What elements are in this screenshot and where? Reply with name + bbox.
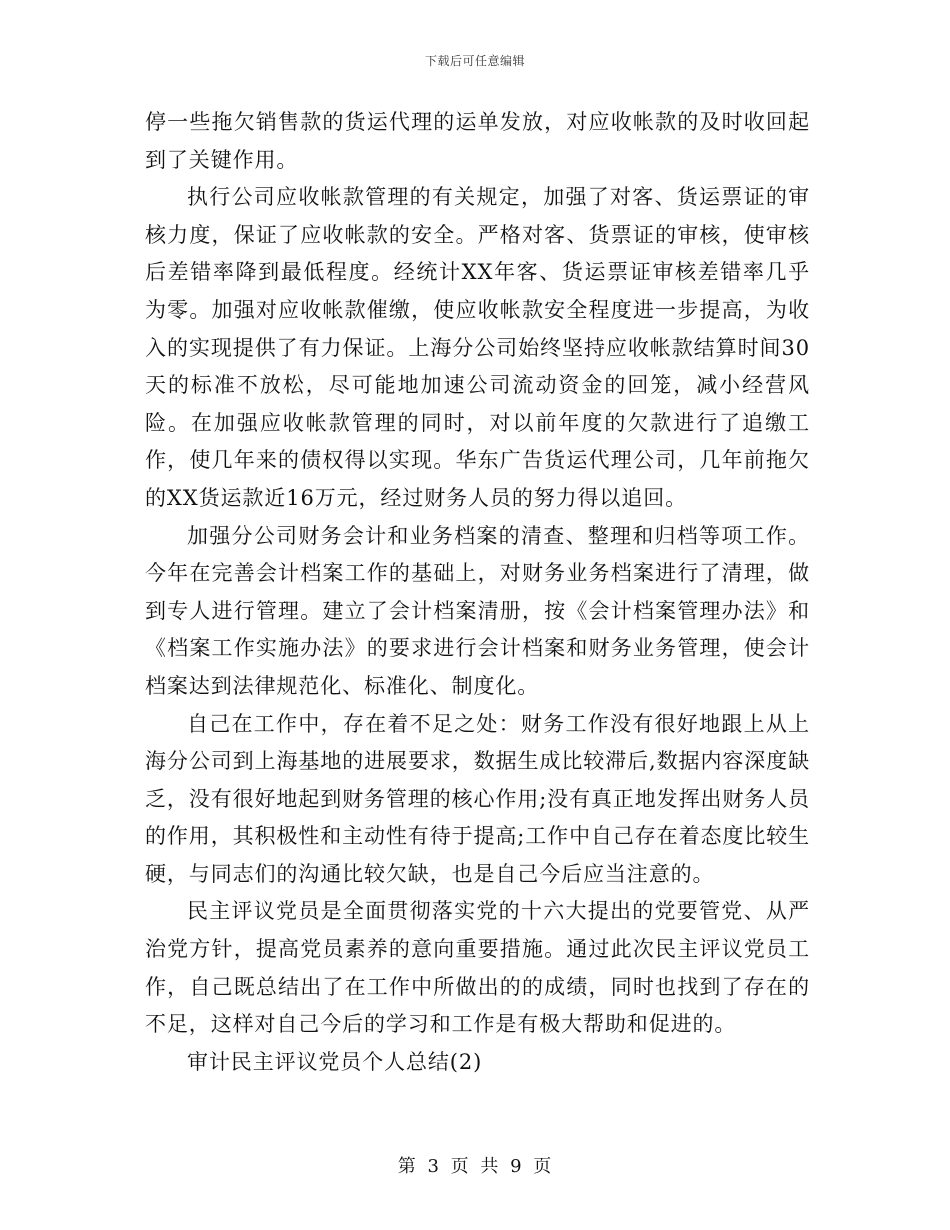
page-header: 下载后可任意编辑 bbox=[424, 54, 525, 68]
page-footer: 第 3 页 共 9 页 bbox=[397, 1156, 553, 1177]
paragraph-shortcomings: 自己在工作中，存在着不足之处：财务工作没有很好地跟上从上海分公司到上海基地的进展要求，数据生成比较滞后,数据内容深度缺乏，没有很好地起到财务管理的核心作用;没有真正地发挥出财务人员的作用，其积极性和主动性有待于提高;工作中自己存在着态度比较生硬，与同志们的沟通比较欠缺，也是自己今后应当注意的。 bbox=[145, 711, 810, 886]
paragraph-evaluation: 民主评议党员是全面贯彻落实党的十六大提出的党要管党、从严治党方针，提高党员素养的意向重要措施。通过此次民主评议党员工作，自己既总结出了在工作中所做出的的成绩，同时也找到了存在的不足，这样对自己今后的学习和工作是有极大帮助和促进的。 bbox=[145, 899, 810, 1037]
paragraph-continuation: 停一些拖欠销售款的货运代理的运单发放，对应收帐款的及时收回起到了关键作用。 bbox=[145, 110, 810, 172]
section-title: 审计民主评议党员个人总结(2) bbox=[187, 1049, 483, 1074]
paragraph-receivables: 执行公司应收帐款管理的有关规定，加强了对客、货运票证的审核力度，保证了应收帐款的安全。严格对客、货票证的审核，使审核后差错率降到最低程度。经统计XX年客、货运票证审核差错率几乎为零。加强对应收帐款催缴，使应收帐款安全程度进一步提高，为收入的实现提供了有力保证。上海分公司始终坚持应收帐款结算时间30天的标准不放松，尽可能地加速公司流动资金的回笼，减小经营风险。在加强应收帐款管理的同时，对以前年度的欠款进行了追缴工作，使几年来的债权得以实现。华东广告货运代理公司，几年前拖欠的XX货运款近16万元，经过财务人员的努力得以追回。 bbox=[145, 185, 810, 510]
document-body bbox=[145, 104, 810, 1081]
paragraph-archives: 加强分公司财务会计和业务档案的清查、整理和归档等项工作。今年在完善会计档案工作的基础上，对财务业务档案进行了清理，做到专人进行管理。建立了会计档案清册，按《会计档案管理办法》和《档案工作实施办法》的要求进行会计档案和财务业务管理，使会计档案达到法律规范化、标准化、制度化。 bbox=[145, 523, 810, 698]
